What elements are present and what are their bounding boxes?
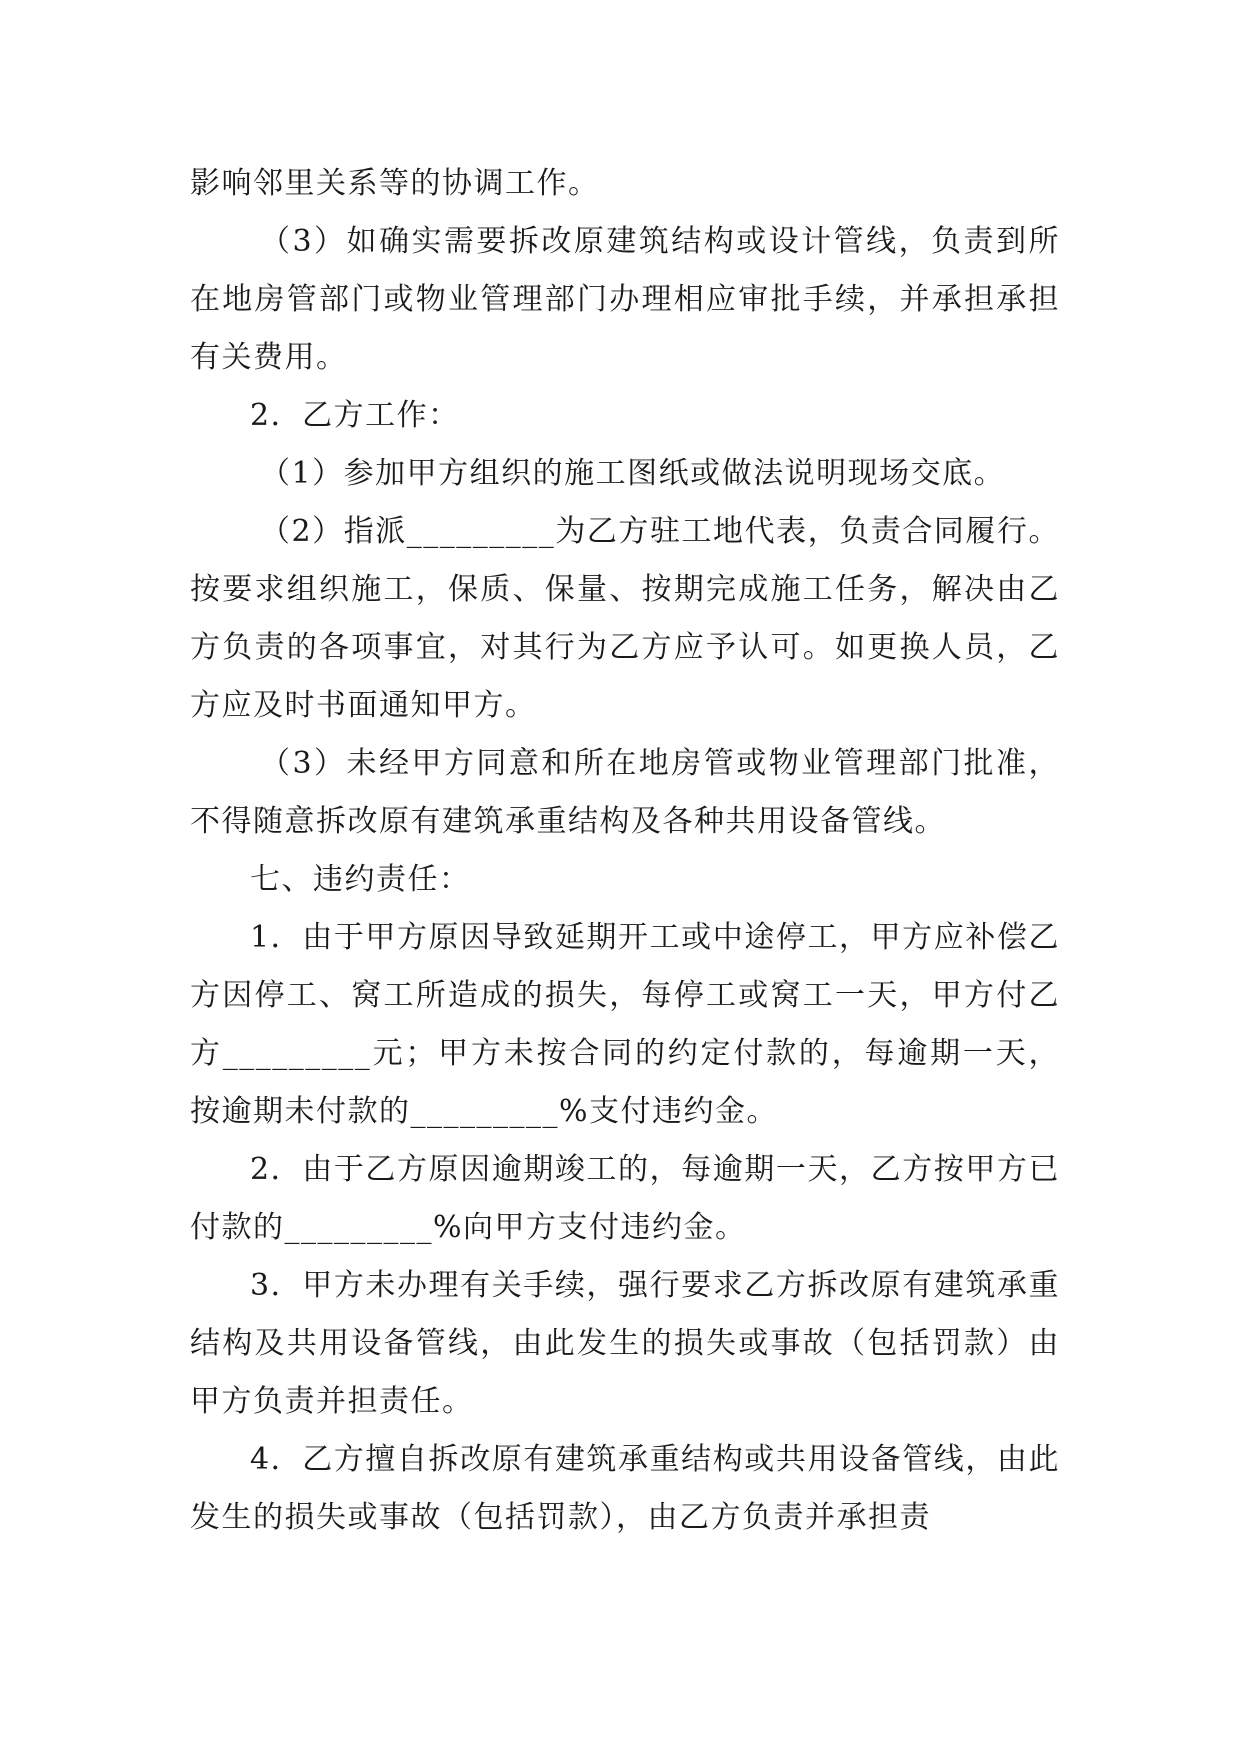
paragraph-breach-item-4: 4．乙方擅自拆改原有建筑承重结构或共用设备管线，由此发生的损失或事故（包括罚款），由乙方负责并承担责 xyxy=(190,1442,1060,1535)
paragraph-breach-item-1: 1．由于甲方原因导致延期开工或中途停工，甲方应补偿乙方因停工、窝工所造成的损失，每停工或窝工一天，甲方付乙方_________元；甲方未按合同的约定付款的，每逾期一天，按逾期未付款的_________%支付违约金。 xyxy=(190,920,1060,1129)
paragraph-party-b-item-3: （3）未经甲方同意和所在地房管或物业管理部门批准，不得随意拆改原有建筑承重结构及各种共用设备管线。 xyxy=(190,746,1060,839)
document-body xyxy=(190,155,1060,1547)
paragraph-party-b-item-1: （1）参加甲方组织的施工图纸或做法说明现场交底。 xyxy=(260,456,1006,491)
heading-party-b-work: 2．乙方工作： xyxy=(250,398,460,433)
paragraph-breach-item-2: 2．由于乙方原因逾期竣工的，每逾期一天，乙方按甲方已付款的_________%向甲方支付违约金。 xyxy=(190,1152,1060,1245)
paragraph-party-b-item-2: （2）指派_________为乙方驻工地代表，负责合同履行。按要求组织施工，保质、保量、按期完成施工任务，解决由乙方负责的各项事宜，对其行为乙方应予认可。如更换人员，乙方应及时书面通知甲方。 xyxy=(190,514,1060,723)
paragraph-party-a-item-3: （3）如确实需要拆改原建筑结构或设计管线，负责到所在地房管部门或物业管理部门办理相应审批手续，并承担承担有关费用。 xyxy=(190,224,1060,375)
paragraph-continuation: 影响邻里关系等的协调工作。 xyxy=(190,166,600,201)
paragraph-breach-item-3: 3．甲方未办理有关手续，强行要求乙方拆改原有建筑承重结构及共用设备管线，由此发生的损失或事故（包括罚款）由甲方负责并担责任。 xyxy=(190,1268,1060,1419)
heading-breach-liability: 七、违约责任： xyxy=(250,862,471,897)
